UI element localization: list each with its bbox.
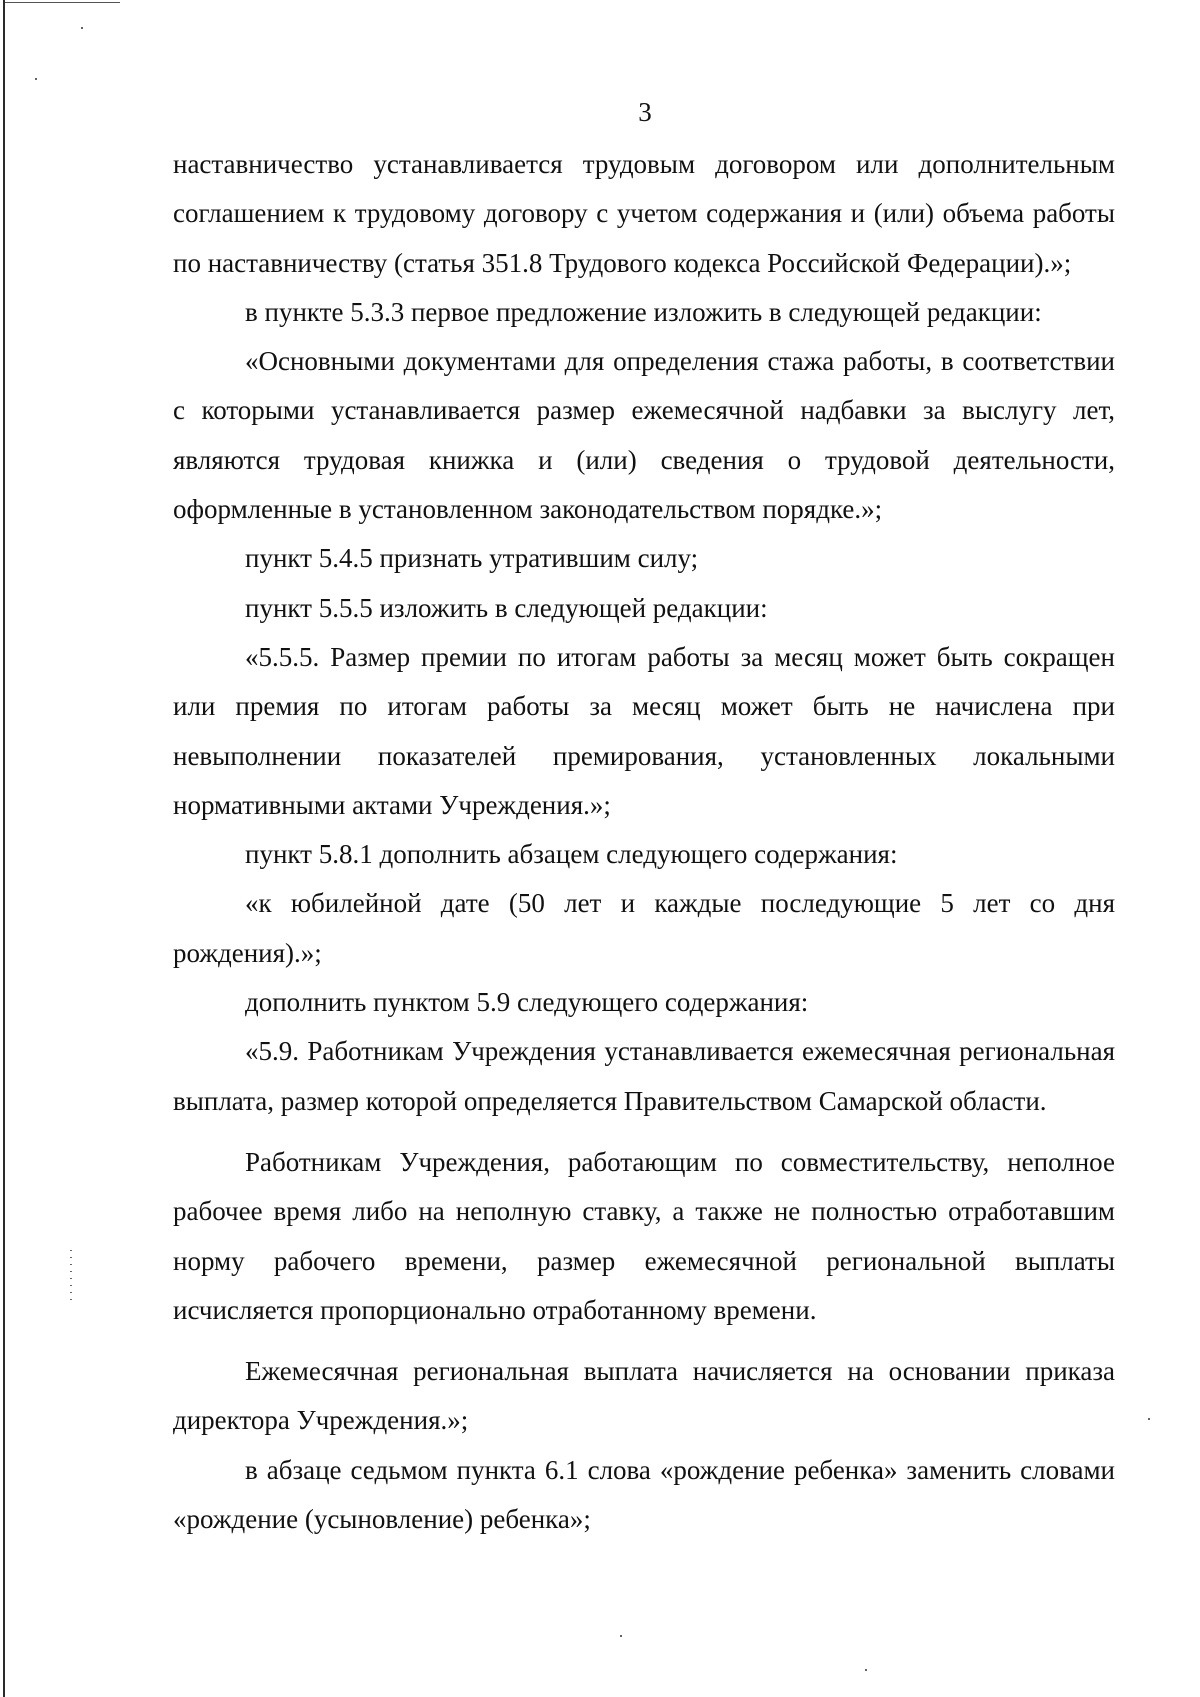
scan-speck bbox=[1148, 1418, 1150, 1420]
paragraph: «к юбилейной дате (50 лет и каждые последующие 5 лет со дня рождения).»; bbox=[173, 888, 1115, 968]
scan-speck bbox=[865, 1669, 867, 1671]
document-body bbox=[173, 140, 1115, 1544]
paragraph: Работникам Учреждения, работающим по совместительству, неполное рабочее время либо на неполную ставку, а также не полностью отработавшим норму рабочего времени, размер ежемесячной региональной выплаты исчисляется пропорционально отработанному времени. bbox=[173, 1146, 1115, 1325]
paragraph: в пункте 5.3.3 первое предложение изложить в следующей редакции: bbox=[245, 296, 1042, 327]
paragraph: пункт 5.5.5 изложить в следующей редакции: bbox=[245, 592, 768, 623]
scan-speck bbox=[35, 78, 37, 80]
paragraph: в абзаце седьмом пункта 6.1 слова «рождение ребенка» заменить словами «рождение (усыновление) ребенка»; bbox=[173, 1454, 1115, 1535]
scan-border-top bbox=[5, 2, 120, 3]
scan-speck bbox=[620, 1635, 622, 1637]
paragraph: Ежемесячная региональная выплата начисляется на основании приказа директора Учреждения.»; bbox=[173, 1356, 1115, 1436]
paragraph: дополнить пунктом 5.9 следующего содержания: bbox=[245, 987, 809, 1018]
scan-border-left bbox=[3, 0, 5, 1697]
paragraph: «5.9. Работникам Учреждения устанавливается ежемесячная региональная выплата, размер которой определяется Правительством Самарской области. bbox=[173, 1036, 1115, 1116]
paragraph: наставничество устанавливается трудовым договором или дополнительным соглашением к трудовому договору с учетом содержания и (или) объема работы по наставничеству (статья 351.8 Трудового кодекса Российской Федерации).»; bbox=[173, 149, 1115, 278]
scan-speck bbox=[81, 27, 83, 29]
scan-dots bbox=[70, 1250, 72, 1305]
paragraph: пункт 5.8.1 дополнить абзацем следующего содержания: bbox=[245, 839, 898, 870]
paragraph: пункт 5.4.5 признать утратившим силу; bbox=[245, 543, 699, 574]
paragraph: «Основными документами для определения стажа работы, в соответствии с которыми устанавливается размер ежемесячной надбавки за выслугу лет, являются трудовая книжка и (или) сведения о трудовой деятельности, оформленные в установленном законодательством порядке.»; bbox=[173, 346, 1115, 525]
paragraph: «5.5.5. Размер премии по итогам работы за месяц может быть сокращен или премия по итогам работы за месяц может быть не начислена при невыполнении показателей премирования, установленных локальными нормативными актами Учреждения.»; bbox=[173, 641, 1115, 820]
page-number: 3 bbox=[638, 97, 652, 127]
